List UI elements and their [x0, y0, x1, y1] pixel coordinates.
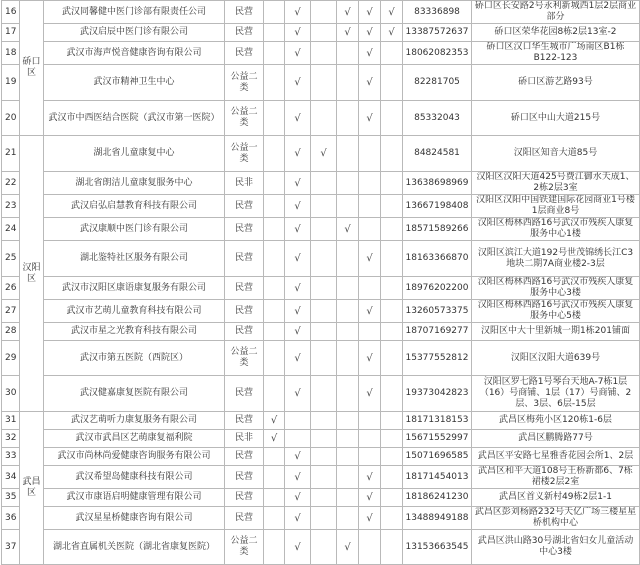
service-check: √ [337, 24, 359, 42]
address: 武昌区梅苑小区120栋1-6层 [472, 412, 640, 430]
service-check [337, 136, 359, 172]
service-check [311, 341, 337, 376]
institution-name: 湖北鉴特社区服务有限公司 [44, 241, 225, 277]
service-check [359, 136, 381, 172]
phone-number: 84824581 [403, 136, 472, 172]
institution-name: 武汉市中西医结合医院（武汉市第一医院） [44, 101, 225, 136]
service-check [337, 277, 359, 300]
table-row [2, 101, 640, 136]
service-check: √ [359, 300, 381, 323]
service-check [381, 466, 403, 489]
service-check [337, 323, 359, 341]
service-check: √ [359, 507, 381, 530]
service-check [381, 136, 403, 172]
address: 武昌区鹏腾路77号 [472, 430, 640, 448]
service-check [264, 218, 285, 241]
service-check [264, 448, 285, 466]
phone-number: 18976202200 [403, 277, 472, 300]
row-number: 23 [2, 195, 20, 218]
phone-number: 13667198408 [403, 195, 472, 218]
phone-number: 83336898 [403, 1, 472, 24]
service-check [359, 430, 381, 448]
ownership-type: 民营 [225, 42, 264, 65]
address: 汉阳区汉阳中国铁建国际花园商业1号楼1层商业8号 [472, 195, 640, 218]
institution-name: 湖北省儿童康复中心 [44, 136, 225, 172]
service-check [311, 323, 337, 341]
service-check: √ [337, 530, 359, 565]
row-number: 30 [2, 376, 20, 412]
phone-number: 15377552812 [403, 341, 472, 376]
service-check: √ [359, 42, 381, 65]
service-check [337, 507, 359, 530]
service-check [337, 300, 359, 323]
institution-name: 湖北省直属机关医院（湖北省康复医院） [44, 530, 225, 565]
service-check: √ [285, 376, 311, 412]
address: 汉阳区梅林西路16号武汉市残疾人康复服务中心3楼 [472, 277, 640, 300]
service-check [359, 323, 381, 341]
institution-name: 武汉市精神卫生中心 [44, 65, 225, 101]
service-check [264, 65, 285, 101]
service-check [264, 300, 285, 323]
service-check: √ [359, 101, 381, 136]
service-check [359, 530, 381, 565]
row-number: 21 [2, 136, 20, 172]
address: 硚口区长安路2号永利新城西1层2层商业部分 [472, 1, 640, 24]
institution-name: 湖北省朗洁儿童康复服务中心 [44, 172, 225, 195]
service-check: √ [337, 1, 359, 24]
service-check [311, 195, 337, 218]
institution-name: 武汉市汉阳区康语康复服务有限公司 [44, 277, 225, 300]
table-row [2, 412, 640, 430]
phone-number: 13260573375 [403, 300, 472, 323]
service-check [359, 195, 381, 218]
service-check: √ [285, 65, 311, 101]
ownership-type: 民营 [225, 507, 264, 530]
service-check: √ [285, 172, 311, 195]
address: 武昌区洪山路30号湖北省妇女儿童活动中心3楼 [472, 530, 640, 565]
service-check: √ [359, 24, 381, 42]
service-check [311, 300, 337, 323]
phone-number: 18571589266 [403, 218, 472, 241]
ownership-type: 民非 [225, 172, 264, 195]
service-check [381, 65, 403, 101]
institution-name: 武汉市尚林尚爱健康咨询服务有限公司 [44, 448, 225, 466]
service-check [381, 300, 403, 323]
service-check [359, 412, 381, 430]
service-check: √ [285, 530, 311, 565]
phone-number: 19373042823 [403, 376, 472, 412]
institution-name: 武汉市第五医院（西院区） [44, 341, 225, 376]
institution-name: 武汉启弘启慧教育科技有限公司 [44, 195, 225, 218]
address: 汉阳区知音大道85号 [472, 136, 640, 172]
service-check: √ [359, 466, 381, 489]
table-row [2, 241, 640, 277]
service-check [381, 42, 403, 65]
service-check [311, 448, 337, 466]
service-check: √ [285, 136, 311, 172]
service-check [311, 241, 337, 277]
row-number: 28 [2, 323, 20, 341]
service-check: √ [285, 489, 311, 507]
ownership-type: 民营 [225, 195, 264, 218]
service-check [264, 376, 285, 412]
institution-name: 武汉启辰中医门诊有限公司 [44, 24, 225, 42]
phone-number: 85332043 [403, 101, 472, 136]
service-check: √ [359, 489, 381, 507]
address: 硚口区荣华花园8栋2层13室-2 [472, 24, 640, 42]
phone-number: 18062082353 [403, 42, 472, 65]
table-row [2, 430, 640, 448]
table-row [2, 323, 640, 341]
row-number: 19 [2, 65, 20, 101]
service-check [337, 42, 359, 65]
service-check [311, 101, 337, 136]
service-check: √ [381, 1, 403, 24]
service-check: √ [285, 241, 311, 277]
phone-number: 18186241230 [403, 489, 472, 507]
table-row [2, 65, 640, 101]
row-number: 32 [2, 430, 20, 448]
service-check: √ [285, 300, 311, 323]
row-number: 18 [2, 42, 20, 65]
address: 汉阳区中大十里新城一期1栋201铺面 [472, 323, 640, 341]
service-check [337, 241, 359, 277]
service-check [359, 277, 381, 300]
row-number: 31 [2, 412, 20, 430]
service-check: √ [285, 101, 311, 136]
service-check [337, 448, 359, 466]
service-check [264, 466, 285, 489]
service-check [381, 323, 403, 341]
address: 汉阳区罗七路1号琴台天地A-7栋1层（16）号商铺、1层（17）号商铺、2层、3层、6层-15层 [472, 376, 640, 412]
phone-number: 15671552997 [403, 430, 472, 448]
table-row [2, 172, 640, 195]
ownership-type: 民营 [225, 241, 264, 277]
service-check [381, 101, 403, 136]
service-check: √ [285, 448, 311, 466]
table-row [2, 448, 640, 466]
service-check [381, 172, 403, 195]
service-check: √ [285, 277, 311, 300]
address: 汉阳区梅林西路16号武汉市残疾人康复服务中心1楼 [472, 218, 640, 241]
service-check: √ [359, 1, 381, 24]
service-check [381, 277, 403, 300]
service-check [311, 277, 337, 300]
row-number: 20 [2, 101, 20, 136]
institution-name: 武汉希望岛健康科技有限公司 [44, 466, 225, 489]
service-check [311, 1, 337, 24]
service-check: √ [359, 241, 381, 277]
row-number: 25 [2, 241, 20, 277]
address: 武昌区平安路七星雅香花园会所1、2层 [472, 448, 640, 466]
service-check [311, 530, 337, 565]
service-check [381, 507, 403, 530]
ownership-type: 民营 [225, 376, 264, 412]
ownership-type: 公益一类 [225, 136, 264, 172]
service-check [264, 1, 285, 24]
ownership-type: 民营 [225, 24, 264, 42]
row-number: 37 [2, 530, 20, 565]
ownership-type: 民营 [225, 1, 264, 24]
service-check [381, 530, 403, 565]
service-check: √ [285, 24, 311, 42]
institution-name: 武汉市海声悦音健康咨询有限公司 [44, 42, 225, 65]
ownership-type: 民营 [225, 277, 264, 300]
service-check [264, 172, 285, 195]
ownership-type: 民营 [225, 412, 264, 430]
service-check: √ [285, 195, 311, 218]
service-check [285, 412, 311, 430]
service-check [264, 323, 285, 341]
row-number: 36 [2, 507, 20, 530]
ownership-type: 公益二类 [225, 341, 264, 376]
service-check [337, 341, 359, 376]
service-check [381, 448, 403, 466]
ownership-type: 民营 [225, 218, 264, 241]
row-number: 34 [2, 466, 20, 489]
address: 武昌区彭刘杨路232号天亿广场三楼星星桥机构中心 [472, 507, 640, 530]
address: 汉阳区汉阳大道639号 [472, 341, 640, 376]
service-check: √ [337, 218, 359, 241]
address: 硚口区汉口华生城市广场南区B1栋B122-123 [472, 42, 640, 65]
service-check [337, 376, 359, 412]
table-row [2, 466, 640, 489]
service-check: √ [285, 466, 311, 489]
phone-number: 18171318153 [403, 412, 472, 430]
service-check [311, 24, 337, 42]
service-check: √ [264, 430, 285, 448]
service-check: √ [285, 218, 311, 241]
service-check: √ [285, 507, 311, 530]
table-row [2, 218, 640, 241]
service-check [264, 341, 285, 376]
service-check [337, 412, 359, 430]
phone-number: 82281705 [403, 65, 472, 101]
service-check [311, 430, 337, 448]
service-check [311, 172, 337, 195]
service-check [311, 42, 337, 65]
service-check [381, 341, 403, 376]
service-check [285, 430, 311, 448]
service-check [264, 195, 285, 218]
ownership-type: 民营 [225, 489, 264, 507]
service-check [264, 24, 285, 42]
phone-number: 18707169277 [403, 323, 472, 341]
service-check [311, 412, 337, 430]
service-check [311, 65, 337, 101]
service-check [264, 277, 285, 300]
service-check: √ [359, 341, 381, 376]
service-check [311, 218, 337, 241]
service-check [337, 172, 359, 195]
ownership-type: 民营 [225, 448, 264, 466]
address: 汉阳区梅林西路16号武汉市残疾人康复服务中心5楼 [472, 300, 640, 323]
service-check [264, 507, 285, 530]
phone-number: 13153663545 [403, 530, 472, 565]
row-number: 22 [2, 172, 20, 195]
service-check: √ [264, 412, 285, 430]
row-number: 16 [2, 1, 20, 24]
institution-name: 武汉市武昌区艺萌康复福利院 [44, 430, 225, 448]
address: 汉阳区滨江大道192号世茂锦绣长江C3地块二期7A商业楼2-3层 [472, 241, 640, 277]
service-check [311, 376, 337, 412]
service-check: √ [285, 42, 311, 65]
row-number: 26 [2, 277, 20, 300]
institution-name: 武汉市康语启明健康管理有限公司 [44, 489, 225, 507]
service-check [359, 172, 381, 195]
service-check [311, 507, 337, 530]
address: 硚口区中山大道215号 [472, 101, 640, 136]
institution-name: 武汉星星桥健康咨询有限公司 [44, 507, 225, 530]
row-number: 29 [2, 341, 20, 376]
district-cell: 武昌区 [20, 412, 44, 565]
phone-number: 13387572637 [403, 24, 472, 42]
address: 汉阳区汉阳大道425号费江御水天成1、2栋2层3室 [472, 172, 640, 195]
ownership-type: 民营 [225, 323, 264, 341]
institution-name: 武汉同馨健中医门诊部有限责任公司 [44, 1, 225, 24]
table-row [2, 195, 640, 218]
ownership-type: 公益二类 [225, 101, 264, 136]
row-number: 17 [2, 24, 20, 42]
service-check [264, 241, 285, 277]
address: 武昌区和平大道108号王桥新都6、7栋裙楼2层2室 [472, 466, 640, 489]
service-check [337, 195, 359, 218]
phone-number: 15071696585 [403, 448, 472, 466]
row-number: 24 [2, 218, 20, 241]
table-row [2, 300, 640, 323]
service-check [359, 448, 381, 466]
table-row [2, 277, 640, 300]
service-check: √ [359, 376, 381, 412]
institution-name: 武汉市艺萌儿童教育科技有限公司 [44, 300, 225, 323]
address: 硚口区游艺路93号 [472, 65, 640, 101]
ownership-type: 民非 [225, 430, 264, 448]
institution-name: 武汉康顺中医门诊有限公司 [44, 218, 225, 241]
service-check [337, 101, 359, 136]
phone-number: 13638698969 [403, 172, 472, 195]
institution-name: 武汉健嘉康复医院有限公司 [44, 376, 225, 412]
service-check [381, 376, 403, 412]
service-check [311, 466, 337, 489]
row-number: 27 [2, 300, 20, 323]
service-check: √ [285, 1, 311, 24]
institution-table [1, 0, 640, 565]
service-check [381, 218, 403, 241]
address: 武昌区首义新村49栋2层1-1 [472, 489, 640, 507]
table-row [2, 1, 640, 24]
service-check [264, 101, 285, 136]
service-check: √ [285, 341, 311, 376]
phone-number: 18163366870 [403, 241, 472, 277]
table-row [2, 136, 640, 172]
service-check [337, 430, 359, 448]
service-check [381, 241, 403, 277]
table-row [2, 42, 640, 65]
phone-number: 13488949188 [403, 507, 472, 530]
ownership-type: 民营 [225, 466, 264, 489]
table-row [2, 24, 640, 42]
institution-name: 武汉艺萌听力康复服务有限公司 [44, 412, 225, 430]
table-row [2, 530, 640, 565]
service-check [264, 136, 285, 172]
service-check [337, 466, 359, 489]
service-check [381, 430, 403, 448]
ownership-type: 民营 [225, 300, 264, 323]
service-check [381, 412, 403, 430]
table-row [2, 507, 640, 530]
district-cell: 汉阳区 [20, 136, 44, 412]
service-check [264, 530, 285, 565]
service-check: √ [311, 136, 337, 172]
service-check [359, 218, 381, 241]
district-cell: 硚口区 [20, 1, 44, 136]
service-check: √ [285, 323, 311, 341]
ownership-type: 公益二类 [225, 530, 264, 565]
service-check: √ [359, 65, 381, 101]
row-number: 35 [2, 489, 20, 507]
table-row [2, 341, 640, 376]
ownership-type: 公益二类 [225, 65, 264, 101]
service-check: √ [381, 24, 403, 42]
institution-name: 武汉市星之光教育科技有限公司 [44, 323, 225, 341]
row-number: 33 [2, 448, 20, 466]
service-check [337, 65, 359, 101]
service-check [381, 195, 403, 218]
table-row [2, 376, 640, 412]
service-check [264, 42, 285, 65]
phone-number: 18171454013 [403, 466, 472, 489]
